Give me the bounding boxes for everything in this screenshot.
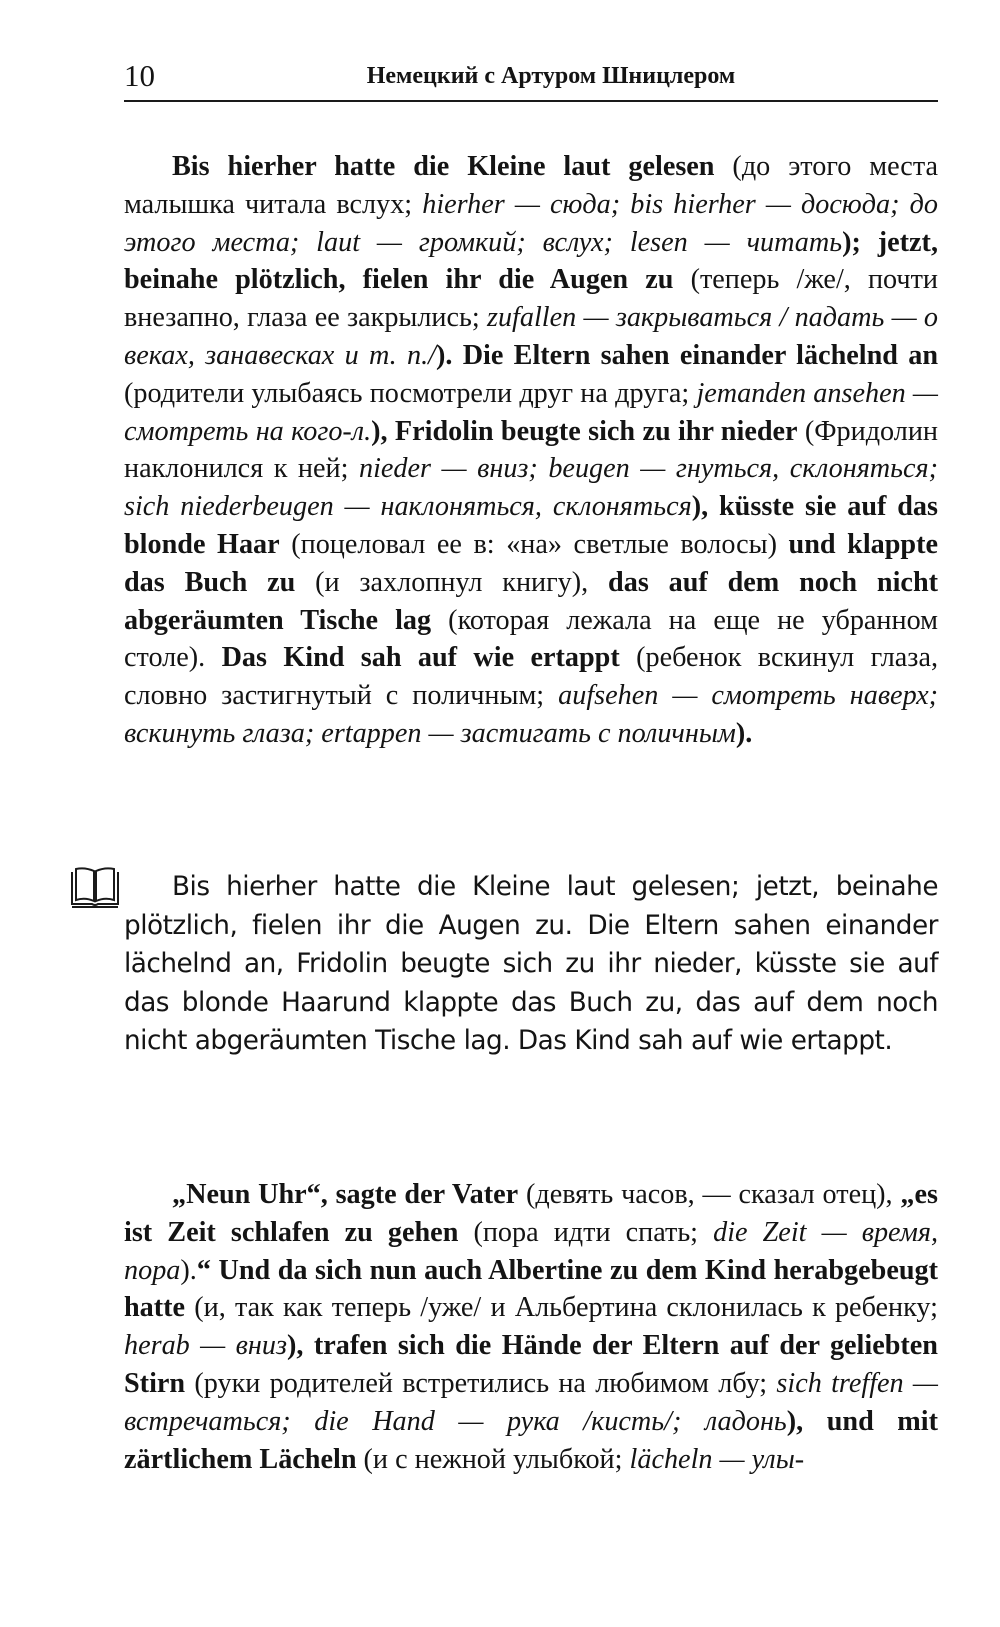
german-phrase: und klappte das Buch zu xyxy=(124,528,939,598)
german-phrase: trafen sich die Hände der Eltern auf der geliebten Stirn xyxy=(124,1330,938,1399)
translation: (пора идти спать; xyxy=(458,1216,714,1248)
german-phrase: Das Kind sah auf wie ertappt xyxy=(221,642,620,674)
german-phrase: und mit zärtlichem Lächeln xyxy=(124,1405,938,1475)
punctuation: ). xyxy=(735,717,753,749)
vocab-note: zufallen — закрываться / падать — о веках, занавесках и т. п./ xyxy=(124,302,938,371)
translation: (девять часов, — сказал отец), xyxy=(518,1179,901,1210)
german-phrase: „Neun Uhr“, sagte der Vater xyxy=(172,1179,519,1210)
german-phrase: Fridolin beugte sich zu ihr nieder xyxy=(394,415,798,447)
translation: (и захлопнул книгу), xyxy=(295,566,609,598)
german-phrase: jetzt, beinahe plötzlich, fielen ihr die Augen zu xyxy=(124,226,938,296)
punctuation: ). xyxy=(180,1254,197,1286)
german-phrase: “ Und da sich nun auch Albertine zu dem Kind herabgebeugt hatte xyxy=(124,1254,938,1324)
running-head xyxy=(124,56,938,102)
punctuation: ), xyxy=(371,415,395,447)
punctuation: ). xyxy=(435,339,463,371)
book-icon xyxy=(68,866,122,910)
annotated-paragraph-2 xyxy=(124,1176,938,1478)
page-number: 10 xyxy=(124,58,155,93)
vocab-note: hierher — сюда; bis hierher — досюда; до этого места; laut — громкий; вслух; lesen — читать xyxy=(124,188,938,258)
translation: (и, так как теперь /уже/ и Альбертина склонилась к ребенку; xyxy=(185,1292,938,1324)
german-phrase: Die Eltern sahen einander lächelnd an xyxy=(462,339,938,371)
annotated-paragraph-1 xyxy=(124,148,938,753)
punctuation: ), xyxy=(286,1330,314,1362)
translation: (которая лежала на еще не убранном столе). xyxy=(124,604,938,674)
punctuation: ), xyxy=(691,491,719,523)
punctuation: ), xyxy=(786,1405,827,1437)
translation: (руки родителей встретились на любимом лбу; xyxy=(185,1367,777,1399)
vocab-note: lächeln — улы- xyxy=(629,1443,805,1475)
translation: (поцеловал ее в: «на» светлые волосы) xyxy=(279,528,789,560)
book-title: Немецкий с Артуром Шницлером xyxy=(366,63,736,89)
translation: (и с нежной улыбкой; xyxy=(356,1443,630,1475)
vocab-note: jemanden ansehen — смотреть на кого-л. xyxy=(124,377,938,447)
german-phrase: das auf dem noch nicht abgeräumten Tische lag xyxy=(124,566,939,636)
translation: (Фридолин наклонился к ней; xyxy=(124,415,938,485)
translation: (до этого места малышка читала вслух; xyxy=(124,151,938,220)
vocab-note: nieder — вниз; beugen — гнуться, склоняться; sich niederbeugen — наклоняться, склоняться xyxy=(124,453,938,523)
vocab-note: sich treffen — встречаться; die Hand — рука /кисть/; ладонь xyxy=(124,1367,938,1437)
translation: (родители улыбаясь посмотрели друг на друга; xyxy=(124,377,697,409)
punctuation: ); xyxy=(842,226,878,258)
translation: (теперь /же/, почти внезапно, глаза ее закрылись; xyxy=(124,264,938,334)
vocab-note: herab — вниз xyxy=(124,1330,287,1362)
vocab-note: aufsehen — смотреть наверх; вскинуть глаза; ertappen — застигать с поличным xyxy=(124,680,938,749)
german-phrase: „es ist Zeit schlafen zu gehen xyxy=(124,1179,938,1248)
translation: (ребенок вскинул глаза, словно застигнутый с поличным; xyxy=(124,642,938,712)
german-phrase: Bis hierher hatte die Kleine laut gelesen xyxy=(172,151,715,182)
german-phrase: küsste sie auf das blonde Haar xyxy=(124,491,938,560)
plain-text-paragraph: Bis hierher hatte die Kleine laut gelesen; jetzt, beinahe plötzlich, fielen ihr die Augen zu. Die Eltern sahen einander lächelnd an, Fridolin beugte sich zu ihr nieder, küsste sie auf das blonde Haarund klappte das Buch zu, das auf dem noch nicht abgeräumten Tische lag. Das Kind sah auf wie ertappt. xyxy=(124,872,938,1056)
vocab-note: die Zeit — время, пора xyxy=(124,1216,938,1286)
